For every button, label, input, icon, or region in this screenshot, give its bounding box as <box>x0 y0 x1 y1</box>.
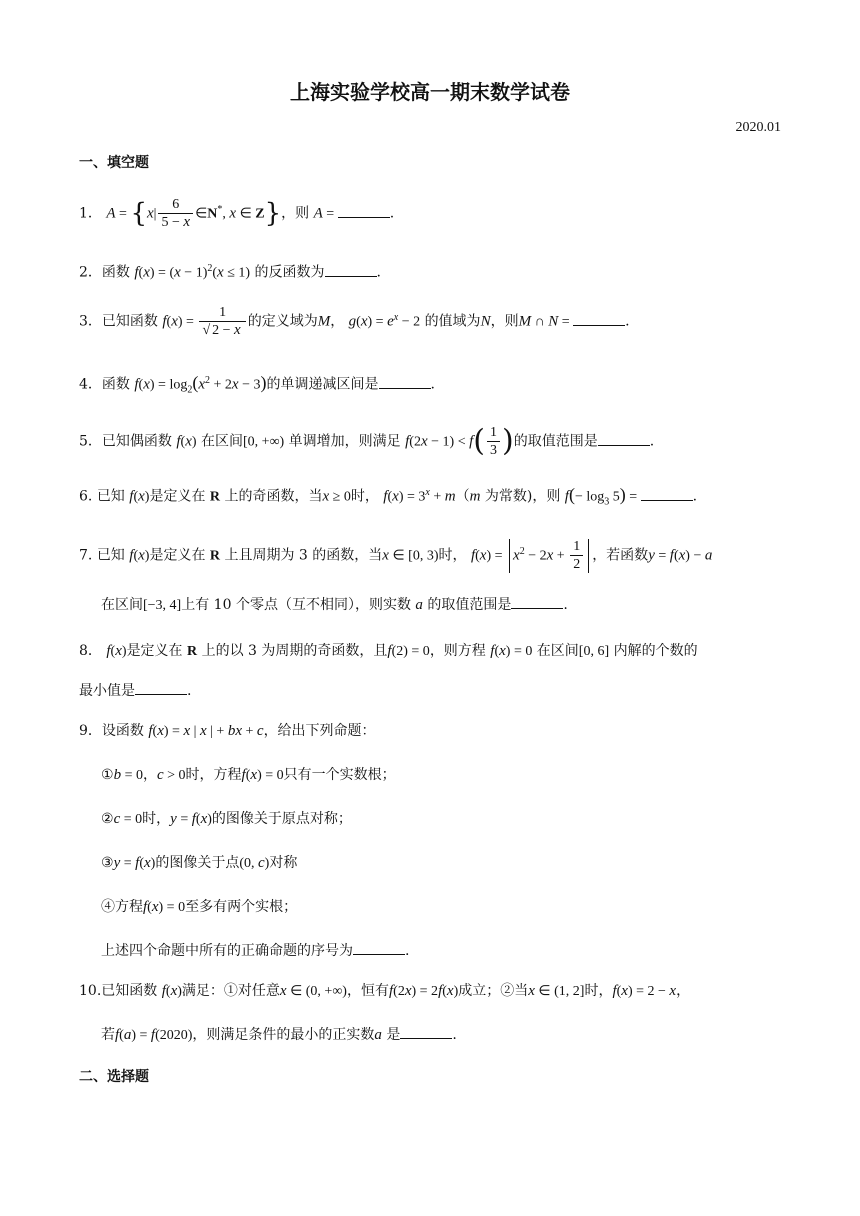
question-7-line-2: 在区间[−3, 4]上有 10 个零点（互不相同），则实数 a 的取值范围是 . <box>101 594 806 617</box>
proposition-2: ②c = 0时，y = f(x)的图像关于原点对称； <box>101 811 352 827</box>
question-8-line-2: 最小值是 . <box>79 680 784 702</box>
question-7: 7. 已知 f(x)是定义在 R 上且周期为 3 的函数，当x ∈ [0, 3)时， $f(x) = x^2 - 2x$ + $\frac{1}{2}$ ，若函数y = f(x) − a <box>79 539 713 572</box>
answer-blank[interactable] <box>379 374 431 389</box>
answer-blank[interactable] <box>353 940 405 955</box>
question-6: 6. 已知 f(x)是定义在 R 上的奇函数，当x ≥ 0时， $f(x) = 3^x + m(m$ 为常数)，则 $f(- \log_3 5)$ = . <box>79 484 698 508</box>
section-fill-in: 一、填空题 <box>79 155 149 171</box>
question-8: 8． f(x)是定义在 R 上的以 3 为周期的奇函数，且f(2) = 0，则方程 f(x) = 0 在区间[0, 6] 内解的个数的 <box>79 643 698 659</box>
answer-blank[interactable] <box>573 311 625 326</box>
answer-blank[interactable] <box>400 1024 452 1039</box>
exam-title: 上海实验学校高一期末数学试卷 <box>290 80 570 104</box>
question-2: 2．函数 $f(x) = (x - 1)^2(x \le 1)$ 的反函数为 . <box>79 263 381 281</box>
section-multiple-choice: 二、选择题 <box>79 1069 149 1085</box>
question-10: 10.已知函数 f(x)满足：①对任意x ∈ (0, +∞)，恒有f(2x) = 2f(x)成立；②当x ∈ (1, 2]时，f(x) = 2 − x， <box>79 983 691 999</box>
question-5: 5．已知偶函数 f(x) 在区间[0, +∞) 单调增加，则满足 f(2x − 1) < f( $\frac{1}{3}$ )的取值范围是 . <box>79 423 655 459</box>
answer-blank[interactable] <box>641 486 693 501</box>
proposition-4: ④方程f(x) = 0至多有两个实根； <box>101 899 298 915</box>
question-9-conclusion: 上述四个命题中所有的正确命题的序号为 . <box>101 940 806 962</box>
answer-blank[interactable] <box>511 594 563 609</box>
question-10-line-2: 若f(a) = f(2020)，则满足条件的最小的正实数a 是 . <box>101 1024 806 1047</box>
question-3: 3．已知函数 f(x) = $\frac{1}{√ 2 - x}$ 的定义域为M， $g(x) = e^x - 2$ 的值域为N，则M ∩ N = . <box>79 305 630 338</box>
proposition-3: ③y = f(x)的图像关于点(0, c)对称 <box>101 855 298 871</box>
proposition-1: ①b = 0，c > 0时，方程f(x) = 0只有一个实数根； <box>101 767 396 783</box>
answer-blank[interactable] <box>338 203 390 218</box>
answer-blank[interactable] <box>135 680 187 695</box>
question-4: 4．函数 $f(x) = \log_2(x^2 + 2x - 3)$的单调递减区间是 . <box>79 372 435 396</box>
question-1: 1． A = {x| $\frac{6}{5 - x}$ ∈N*, x ∈ Z}，则 A = . <box>79 197 395 230</box>
answer-blank[interactable] <box>325 262 377 277</box>
answer-blank[interactable] <box>598 431 650 446</box>
exam-date: 2020.01 <box>735 120 781 135</box>
question-9: 9．设函数 f(x) = x | x | + bx + c，给出下列命题： <box>79 723 376 739</box>
